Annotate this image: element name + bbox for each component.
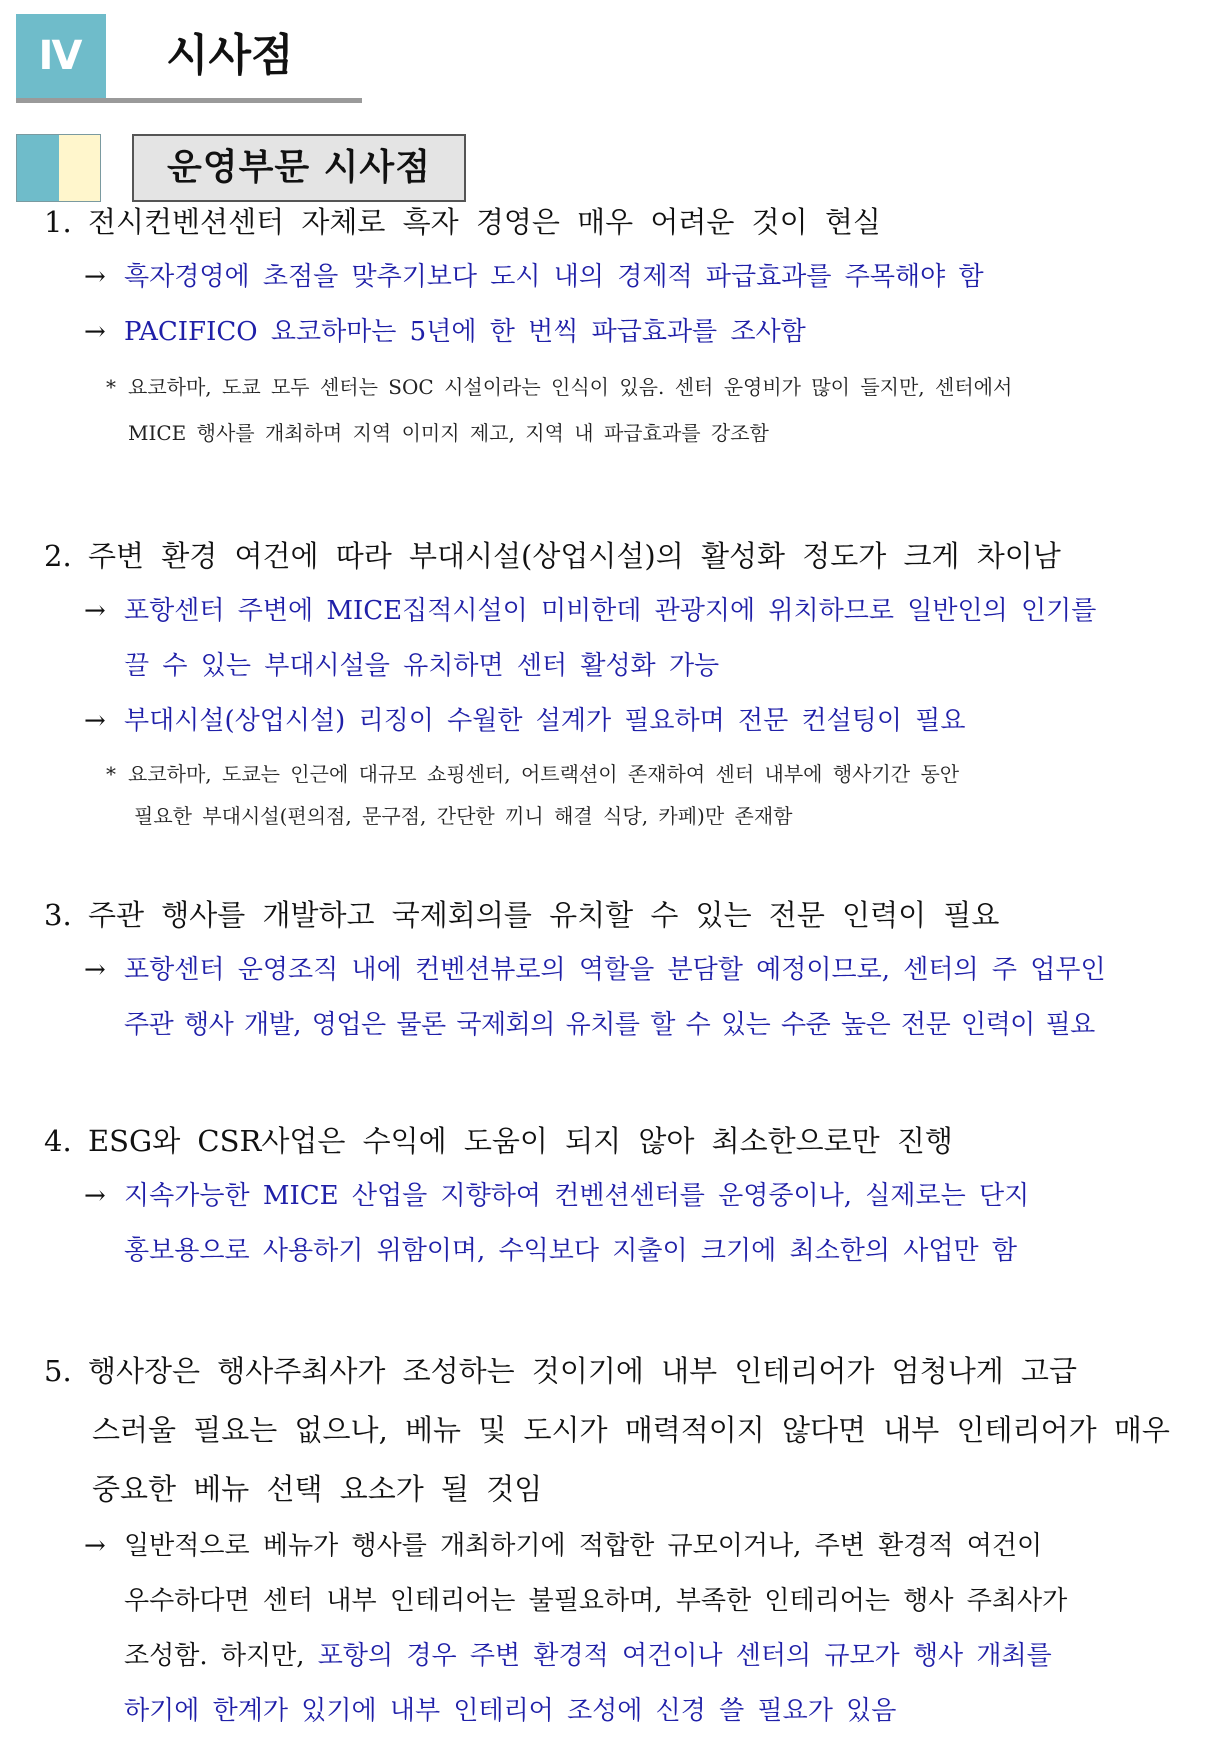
arrow-icon: → xyxy=(84,1181,106,1211)
section-marker-cream xyxy=(59,134,101,202)
arrow-icon: → xyxy=(84,317,106,347)
arrow-point: → 지속가능한 MICE 산업을 지향하여 컨벤션센터를 운영중이나, 실제로는 단지 xyxy=(44,1169,1174,1224)
item-heading: 4. ESG와 CSR사업은 수익에 도움이 되지 않아 최소한으로만 진행 xyxy=(44,1124,953,1158)
section-title: 운영부문 시사점 xyxy=(132,134,466,202)
arrow-point-continued: 우수하다면 센터 내부 인테리어는 불필요하며, 부족한 인테리어는 행사 주최사가 xyxy=(124,1586,1068,1616)
chapter-header xyxy=(16,14,362,102)
footnote: * 요코하마, 도쿄는 인근에 대규모 쇼핑센터, 어트랙션이 존재하여 센터 내부에 행사기간 동안 xyxy=(44,753,1174,795)
arrow-icon: → xyxy=(84,955,106,985)
item-1 xyxy=(44,194,1174,456)
item-heading-continued: 중요한 베뉴 선택 요소가 될 것임 xyxy=(92,1472,543,1506)
arrow-point: → 부대시설(상업시설) 리징이 수월한 설계가 필요하며 전문 컨설팅이 필요 xyxy=(44,694,1174,749)
item-heading: 2. 주변 환경 여건에 따라 부대시설(상업시설)의 활성화 정도가 크게 차이남 xyxy=(44,539,1061,573)
footnote: * 요코하마, 도쿄 모두 센터는 SOC 시설이라는 인식이 있음. 센터 운영비가 많이 들지만, 센터에서 xyxy=(44,364,1174,410)
arrow-point: → 포항센터 주변에 MICE집적시설이 미비한데 관광지에 위치하므로 일반인의 인기를 xyxy=(44,584,1174,639)
arrow-icon: → xyxy=(84,1531,106,1561)
arrow-icon: → xyxy=(84,596,106,626)
footnote-continued: MICE 행사를 개최하며 지역 이미지 제고, 지역 내 파급효과를 강조함 xyxy=(128,421,769,445)
arrow-point: → 일반적으로 베뉴가 행사를 개최하기에 적합한 규모이거나, 주변 환경적 여건이 xyxy=(44,1519,1174,1574)
item-5 xyxy=(44,1342,1174,1739)
item-heading: 3. 주관 행사를 개발하고 국제회의를 유치할 수 있는 전문 인력이 필요 xyxy=(44,898,1000,932)
section-marker-teal xyxy=(16,134,59,202)
arrow-icon: → xyxy=(84,706,106,736)
arrow-point: → PACIFICO 요코하마는 5년에 한 번씩 파급효과를 조사함 xyxy=(44,305,1174,360)
item-heading-continued: 스러울 필요는 없으나, 베뉴 및 도시가 매력적이지 않다면 내부 인테리어가 매우 xyxy=(92,1413,1170,1447)
asterisk-icon: * xyxy=(106,375,116,399)
arrow-point: → 포항센터 운영조직 내에 컨벤션뷰로의 역할을 분담할 예정이므로, 센터의 주 업무인 xyxy=(44,943,1174,998)
arrow-point-continued: 주관 행사 개발, 영업은 물론 국제회의 유치를 할 수 있는 수준 높은 전문 인력이 필요 xyxy=(124,1010,1095,1040)
chapter-underline xyxy=(16,98,362,103)
chapter-title: 시사점 xyxy=(166,30,294,81)
item-4 xyxy=(44,1113,1174,1279)
arrow-point-continued: 끌 수 있는 부대시설을 유치하면 센터 활성화 가능 xyxy=(124,651,720,681)
item-heading: 1. 전시컨벤션센터 자체로 흑자 경영은 매우 어려운 것이 현실 xyxy=(44,205,881,239)
arrow-point-continued: 하기에 한계가 있기에 내부 인테리어 조성에 신경 쓸 필요가 있음 xyxy=(124,1696,897,1726)
arrow-point-continued: 홍보용으로 사용하기 위함이며, 수익보다 지출이 크기에 최소한의 사업만 함 xyxy=(124,1236,1017,1266)
item-3 xyxy=(44,887,1174,1053)
asterisk-icon: * xyxy=(106,762,116,786)
item-2 xyxy=(44,528,1174,837)
item-heading: 5. 행사장은 행사주최사가 조성하는 것이기에 내부 인테리어가 엄청나게 고급 xyxy=(44,1354,1077,1388)
arrow-point-continued: 조성함. 하지만, 포항의 경우 주변 환경적 여건이나 센터의 규모가 행사 개최를 xyxy=(124,1641,1052,1671)
arrow-point: → 흑자경영에 초점을 맞추기보다 도시 내의 경제적 파급효과를 주목해야 함 xyxy=(44,250,1174,305)
section-header xyxy=(16,134,466,202)
chapter-number: Ⅳ xyxy=(16,14,106,98)
footnote-continued: 필요한 부대시설(편의점, 문구점, 간단한 끼니 해결 식당, 카페)만 존재함 xyxy=(134,804,793,828)
emphasis-text: 포항의 경우 주변 환경적 여건이나 센터의 규모가 행사 개최를 xyxy=(317,1641,1052,1671)
arrow-icon: → xyxy=(84,262,106,292)
